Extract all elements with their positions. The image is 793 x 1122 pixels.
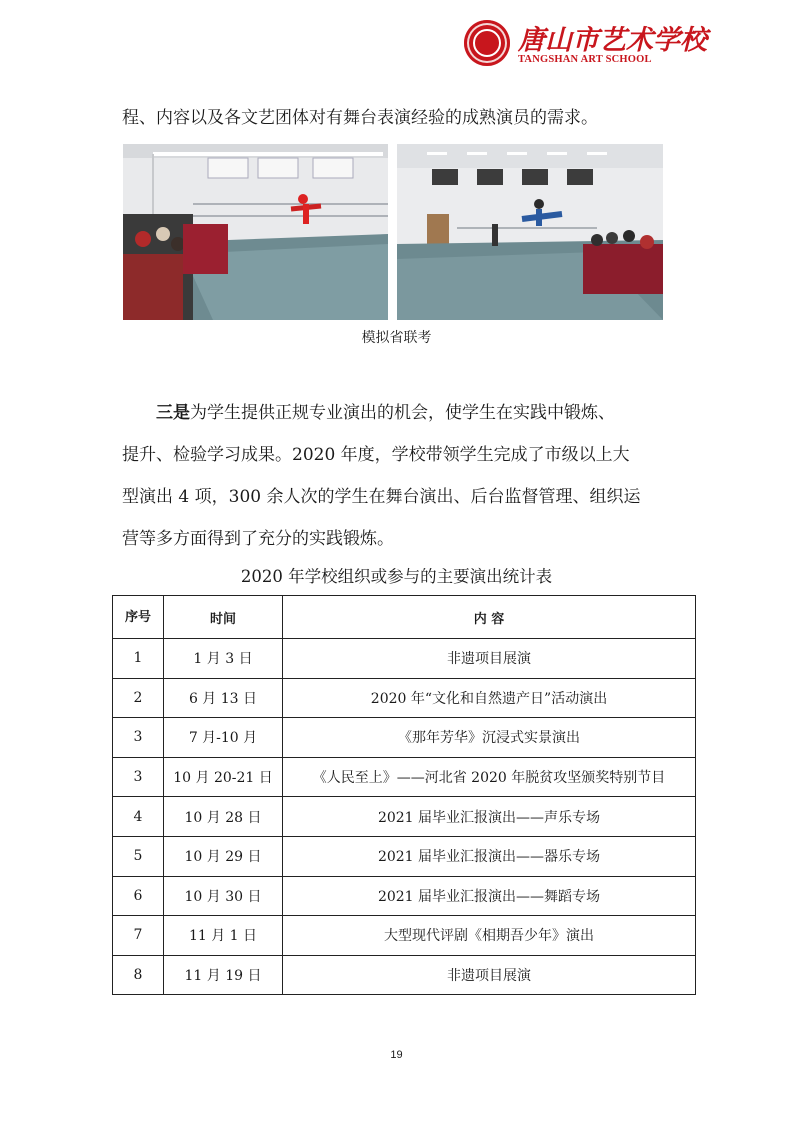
table-row <box>113 797 696 837</box>
paragraph-text: 为学生提供正规专业演出的机会，使学生在实践中锻炼、 <box>190 403 615 423</box>
cell-content: 《人民至上》——河北省 2020 年脱贫攻坚颁奖特别节目 <box>283 757 696 797</box>
cell-index: 2 <box>113 678 164 718</box>
performance-table <box>112 595 696 995</box>
cell-content: 2021 届毕业汇报演出——器乐专场 <box>283 836 696 876</box>
table-row <box>113 757 696 797</box>
dance-studio-photo-left <box>123 144 388 320</box>
paragraph-lead: 三是 <box>156 403 190 423</box>
cell-index: 3 <box>113 757 164 797</box>
cell-content: 2021 届毕业汇报演出——舞蹈专场 <box>283 876 696 916</box>
table-row <box>113 876 696 916</box>
cell-index: 5 <box>113 836 164 876</box>
cell-time: 11 月 1 日 <box>164 916 283 956</box>
page-number: 19 <box>390 1049 403 1061</box>
cell-time: 10 月 20-21 日 <box>164 757 283 797</box>
school-name-cn: 唐山市艺术学校 <box>518 25 707 56</box>
cell-content: 2021 届毕业汇报演出——声乐专场 <box>283 797 696 837</box>
cell-index: 7 <box>113 916 164 956</box>
table-row <box>113 916 696 956</box>
cell-time: 1 月 3 日 <box>164 639 283 679</box>
cell-time: 11 月 19 日 <box>164 955 283 995</box>
cell-content: 2020 年“文化和自然遗产日”活动演出 <box>283 678 696 718</box>
cell-index: 1 <box>113 639 164 679</box>
table-row <box>113 678 696 718</box>
cell-index: 6 <box>113 876 164 916</box>
table-title: 2020 年学校组织或参与的主要演出统计表 <box>240 567 553 586</box>
paragraph-line-3: 型演出 4 项，300 余人次的学生在舞台演出、后台监督管理、组织运 <box>122 487 641 507</box>
cell-time: 10 月 30 日 <box>164 876 283 916</box>
table-row <box>113 955 696 995</box>
header-time: 时间 <box>164 596 283 639</box>
photo-caption: 模拟省联考 <box>361 330 432 346</box>
school-logo <box>464 20 764 70</box>
table-header-row <box>113 596 696 639</box>
paragraph-line-2: 提升、检验学习成果。2020 年度，学校带领学生完成了市级以上大 <box>122 445 630 465</box>
table-row <box>113 836 696 876</box>
table-row <box>113 639 696 679</box>
table-row <box>113 718 696 758</box>
cell-time: 6 月 13 日 <box>164 678 283 718</box>
paragraph-line-1 <box>156 398 716 423</box>
cell-content: 非遗项目展演 <box>283 639 696 679</box>
school-seal-icon <box>464 20 510 66</box>
cell-content: 非遗项目展演 <box>283 955 696 995</box>
cell-content: 大型现代评剧《相期吾少年》演出 <box>283 916 696 956</box>
cell-time: 7 月-10 月 <box>164 718 283 758</box>
paragraph-continuation: 程、内容以及各文艺团体对有舞台表演经验的成熟演员的需求。 <box>122 108 598 128</box>
header-index: 序号 <box>113 596 164 639</box>
cell-index: 4 <box>113 797 164 837</box>
cell-time: 10 月 29 日 <box>164 836 283 876</box>
paragraph-line-4: 营等多方面得到了充分的实践锻炼。 <box>122 529 394 549</box>
cell-index: 8 <box>113 955 164 995</box>
dance-studio-photo-right <box>397 144 663 320</box>
header-content: 内 容 <box>283 596 696 639</box>
cell-content: 《那年芳华》沉浸式实景演出 <box>283 718 696 758</box>
cell-time: 10 月 28 日 <box>164 797 283 837</box>
cell-index: 3 <box>113 718 164 758</box>
school-name-en: TANGSHAN ART SCHOOL <box>518 54 652 65</box>
